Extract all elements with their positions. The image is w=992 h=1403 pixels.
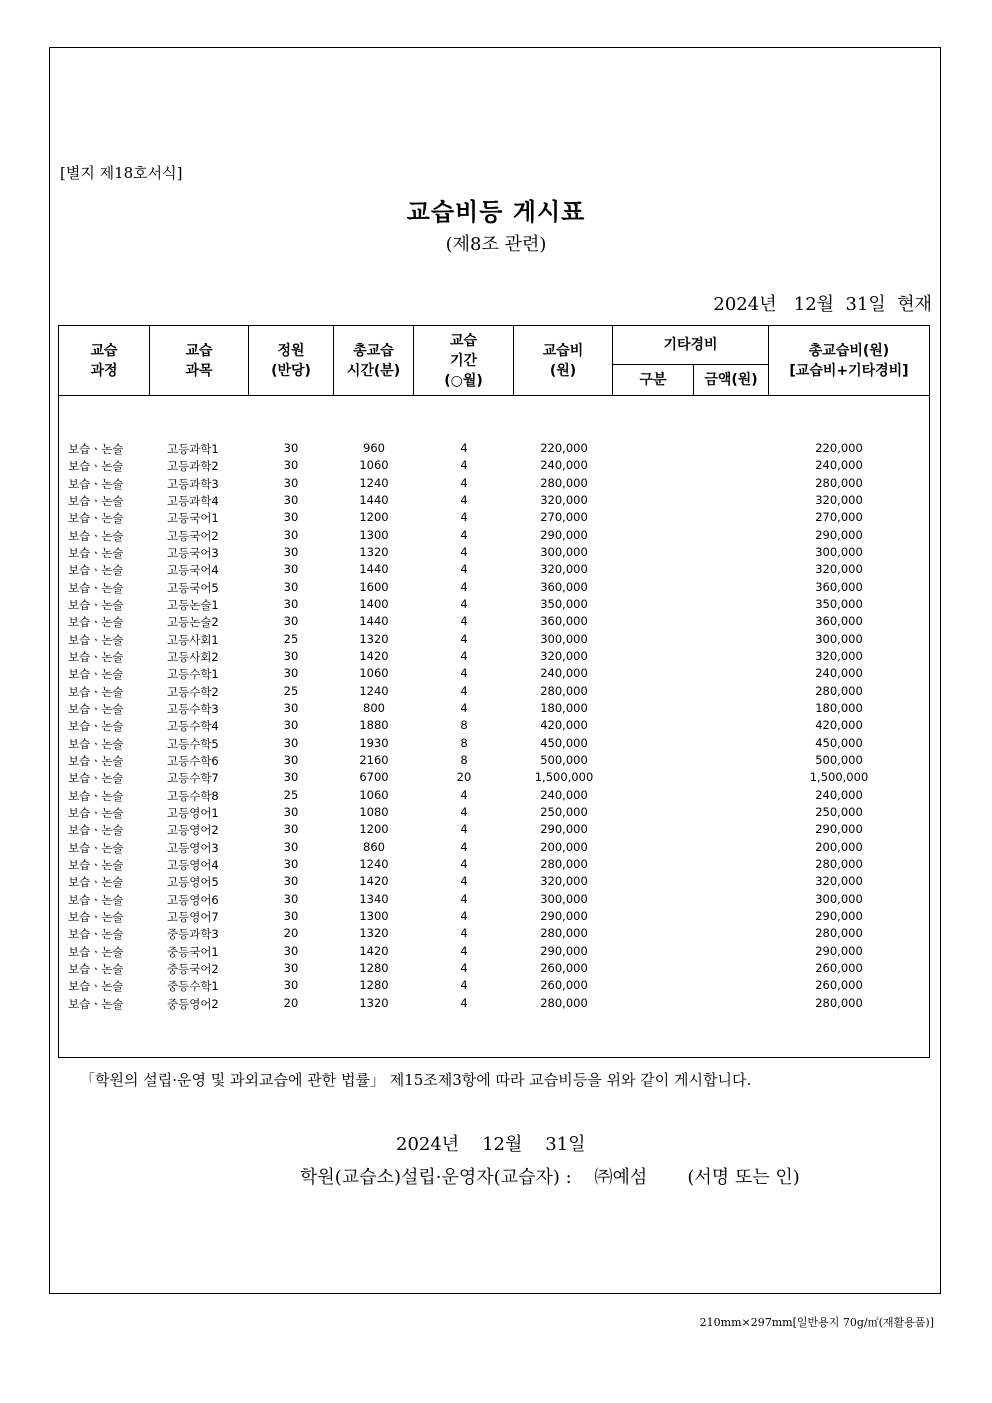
table-cell: 보습ㆍ논술 (68, 736, 124, 751)
table-cell: 1320 (359, 631, 389, 646)
table-cell: 1240 (359, 475, 389, 490)
header-other-type: 구분 (613, 365, 694, 395)
table-cell: 4 (460, 562, 468, 577)
header-course: 교습 과정 (59, 326, 150, 395)
table-cell: 4 (460, 787, 468, 802)
table-cell: 1200 (359, 822, 389, 837)
table-cell: 30 (283, 475, 299, 490)
table-cell: 4 (460, 891, 468, 906)
table-cell: 280,000 (815, 683, 863, 698)
table-cell: 중등국어1 (167, 944, 219, 959)
table-cell: 1440 (359, 614, 389, 629)
table-cell: 300,000 (540, 891, 588, 906)
table-cell: 250,000 (540, 804, 588, 819)
table-cell: 500,000 (540, 752, 588, 767)
table-cell: 4 (460, 943, 468, 958)
table-cell: 30 (283, 822, 299, 837)
table-cell: 고등영어3 (167, 840, 219, 855)
table-cell: 290,000 (540, 943, 588, 958)
table-row (59, 822, 929, 839)
table-cell: 320,000 (540, 648, 588, 663)
table-cell: 4 (460, 822, 468, 837)
table-cell: 보습ㆍ논술 (68, 892, 124, 907)
table-cell: 1420 (359, 943, 389, 958)
table-cell: 30 (283, 718, 299, 733)
table-row (59, 684, 929, 701)
table-row (59, 926, 929, 943)
table-cell: 30 (283, 648, 299, 663)
table-cell: 4 (460, 475, 468, 490)
table-cell: 4 (460, 648, 468, 663)
table-cell: 고등영어5 (167, 875, 219, 890)
signature-date: 2024년 12월 31일 (396, 1134, 586, 1155)
table-cell: 보습ㆍ논술 (68, 961, 124, 976)
table-cell: 280,000 (540, 475, 588, 490)
table-cell: 240,000 (815, 787, 863, 802)
table-cell: 30 (283, 666, 299, 681)
table-cell: 보습ㆍ논술 (68, 459, 124, 474)
table-row (59, 666, 929, 683)
table-cell: 보습ㆍ논술 (68, 823, 124, 838)
table-cell: 240,000 (815, 458, 863, 473)
table-cell: 30 (283, 544, 299, 559)
table-cell: 30 (283, 614, 299, 629)
table-cell: 1340 (359, 891, 389, 906)
table-cell: 320,000 (540, 492, 588, 507)
table-cell: 290,000 (815, 943, 863, 958)
table-cell: 1440 (359, 562, 389, 577)
table-cell: 290,000 (540, 822, 588, 837)
table-cell: 6700 (359, 770, 389, 785)
table-cell: 1400 (359, 596, 389, 611)
table-cell: 25 (283, 631, 299, 646)
table-body (59, 441, 929, 1013)
table-cell: 1060 (359, 787, 389, 802)
table-cell: 30 (283, 510, 299, 525)
table-row (59, 580, 929, 597)
table-cell: 300,000 (815, 631, 863, 646)
table-cell: 500,000 (815, 752, 863, 767)
table-row (59, 562, 929, 579)
table-cell: 1440 (359, 492, 389, 507)
table-cell: 보습ㆍ논술 (68, 840, 124, 855)
table-cell: 30 (283, 960, 299, 975)
table-cell: 30 (283, 458, 299, 473)
table-header (59, 326, 929, 396)
table-cell: 280,000 (815, 995, 863, 1010)
table-row (59, 996, 929, 1013)
table-row (59, 441, 929, 458)
table-cell: 420,000 (540, 718, 588, 733)
table-cell: 250,000 (815, 804, 863, 819)
table-cell: 30 (283, 908, 299, 923)
table-cell: 보습ㆍ논술 (68, 493, 124, 508)
table-row (59, 458, 929, 475)
table-row (59, 614, 929, 631)
table-cell: 중등국어2 (167, 961, 219, 976)
table-row (59, 961, 929, 978)
table-cell: 보습ㆍ논술 (68, 545, 124, 560)
table-cell: 260,000 (540, 960, 588, 975)
table-cell: 보습ㆍ논술 (68, 511, 124, 526)
table-cell: 고등국어4 (167, 563, 219, 578)
header-fee: 교습비 (원) (514, 326, 613, 395)
table-cell: 450,000 (815, 735, 863, 750)
table-cell: 320,000 (540, 562, 588, 577)
table-cell: 4 (460, 839, 468, 854)
table-cell: 290,000 (815, 908, 863, 923)
signer-line: 학원(교습소)설립·운영자(교습자) : ㈜예섬 (서명 또는 인) (300, 1167, 800, 1188)
table-cell: 4 (460, 960, 468, 975)
table-cell: 320,000 (540, 874, 588, 889)
table-cell: 고등사회1 (167, 632, 219, 647)
table-cell: 4 (460, 908, 468, 923)
table-cell: 20 (283, 995, 299, 1010)
table-cell: 30 (283, 943, 299, 958)
table-cell: 260,000 (540, 978, 588, 993)
table-cell: 1420 (359, 874, 389, 889)
table-cell: 1280 (359, 978, 389, 993)
form-number: [별지 제18호서식] (60, 164, 183, 182)
table-cell: 중등수학1 (167, 979, 219, 994)
table-cell: 고등수학3 (167, 701, 219, 716)
table-cell: 4 (460, 631, 468, 646)
table-cell: 고등국어3 (167, 545, 219, 560)
table-cell: 1320 (359, 926, 389, 941)
table-cell: 보습ㆍ논술 (68, 944, 124, 959)
table-cell: 보습ㆍ논술 (68, 597, 124, 612)
table-cell: 300,000 (540, 631, 588, 646)
table-cell: 1600 (359, 579, 389, 594)
table-cell: 240,000 (815, 666, 863, 681)
table-cell: 보습ㆍ논술 (68, 632, 124, 647)
page-title: 교습비등 게시표 (406, 198, 586, 226)
table-row (59, 978, 929, 995)
table-cell: 보습ㆍ논술 (68, 979, 124, 994)
table-cell: 4 (460, 995, 468, 1010)
table-cell: 280,000 (540, 683, 588, 698)
table-cell: 1930 (359, 735, 389, 750)
table-cell: 고등과학3 (167, 476, 219, 491)
table-cell: 보습ㆍ논술 (68, 788, 124, 803)
table-cell: 350,000 (815, 596, 863, 611)
table-cell: 고등영어1 (167, 805, 219, 820)
table-cell: 20 (283, 926, 299, 941)
table-row (59, 528, 929, 545)
table-cell: 4 (460, 978, 468, 993)
paper-spec: 210mm×297mm[일반용지 70g/㎡(재활용품)] (699, 1316, 934, 1329)
table-cell: 4 (460, 510, 468, 525)
table-cell: 보습ㆍ논술 (68, 771, 124, 786)
table-cell: 4 (460, 579, 468, 594)
table-cell: 240,000 (540, 787, 588, 802)
table-cell: 1300 (359, 908, 389, 923)
table-cell: 1,500,000 (809, 770, 869, 785)
page-subtitle: (제8조 관련) (445, 234, 547, 255)
table-cell: 30 (283, 839, 299, 854)
table-row (59, 632, 929, 649)
table-cell: 30 (283, 856, 299, 871)
table-row (59, 701, 929, 718)
table-row (59, 649, 929, 666)
table-cell: 1320 (359, 995, 389, 1010)
table-cell: 고등수학2 (167, 684, 219, 699)
table-cell: 280,000 (815, 926, 863, 941)
table-cell: 보습ㆍ논술 (68, 649, 124, 664)
table-cell: 보습ㆍ논술 (68, 667, 124, 682)
table-row (59, 510, 929, 527)
table-cell: 4 (460, 683, 468, 698)
table-cell: 30 (283, 492, 299, 507)
table-cell: 25 (283, 787, 299, 802)
table-cell: 800 (363, 700, 385, 715)
table-cell: 1,500,000 (534, 770, 594, 785)
table-cell: 30 (283, 700, 299, 715)
table-row (59, 736, 929, 753)
table-cell: 280,000 (540, 856, 588, 871)
table-cell: 고등수학5 (167, 736, 219, 751)
table-cell: 220,000 (540, 441, 588, 455)
table-cell: 860 (363, 839, 385, 854)
table-cell: 30 (283, 770, 299, 785)
table-cell: 4 (460, 856, 468, 871)
table-cell: 20 (456, 770, 472, 785)
table-cell: 보습ㆍ논술 (68, 701, 124, 716)
table-cell: 고등수학1 (167, 667, 219, 682)
header-total-fee: 총교습비(원) [교습비+기타경비] (789, 342, 909, 379)
table-cell: 8 (460, 735, 468, 750)
table-cell: 280,000 (815, 856, 863, 871)
table-cell: 300,000 (815, 544, 863, 559)
table-cell: 260,000 (815, 960, 863, 975)
table-cell: 260,000 (815, 978, 863, 993)
table-cell: 고등사회2 (167, 649, 219, 664)
table-cell: 4 (460, 874, 468, 889)
table-row (59, 805, 929, 822)
table-cell: 보습ㆍ논술 (68, 615, 124, 630)
table-cell: 보습ㆍ논술 (68, 909, 124, 924)
table-cell: 220,000 (815, 441, 863, 455)
table-cell: 고등과학4 (167, 493, 219, 508)
table-cell: 중등과학3 (167, 927, 219, 942)
table-cell: 270,000 (815, 510, 863, 525)
table-cell: 30 (283, 596, 299, 611)
table-row (59, 892, 929, 909)
table-cell: 고등국어1 (167, 511, 219, 526)
table-cell: 4 (460, 441, 468, 455)
table-row (59, 493, 929, 510)
table-cell: 4 (460, 458, 468, 473)
table-cell: 8 (460, 752, 468, 767)
table-cell: 280,000 (815, 475, 863, 490)
table-cell: 보습ㆍ논술 (68, 719, 124, 734)
table-cell: 180,000 (540, 700, 588, 715)
table-cell: 보습ㆍ논술 (68, 528, 124, 543)
table-row (59, 909, 929, 926)
table-cell: 290,000 (540, 908, 588, 923)
header-other-amount: 금액(원) (694, 365, 769, 395)
table-cell: 1060 (359, 666, 389, 681)
table-cell: 360,000 (815, 614, 863, 629)
table-cell: 4 (460, 666, 468, 681)
table-cell: 30 (283, 735, 299, 750)
table-cell: 240,000 (540, 666, 588, 681)
table-cell: 30 (283, 579, 299, 594)
table-cell: 1880 (359, 718, 389, 733)
table-cell: 고등영어7 (167, 909, 219, 924)
table-cell: 고등수학4 (167, 719, 219, 734)
table-cell: 180,000 (815, 700, 863, 715)
table-cell: 290,000 (540, 527, 588, 542)
table-cell: 1060 (359, 458, 389, 473)
header-subject: 교습 과목 (150, 326, 249, 395)
table-cell: 보습ㆍ논술 (68, 476, 124, 491)
table-cell: 1300 (359, 527, 389, 542)
header-period: 교습 기간 (○월) (414, 326, 514, 395)
table-cell: 320,000 (815, 874, 863, 889)
table-cell: 4 (460, 614, 468, 629)
table-cell: 4 (460, 700, 468, 715)
header-capacity: 정원 (반당) (249, 326, 334, 395)
table-cell: 30 (283, 874, 299, 889)
table-row (59, 944, 929, 961)
table-cell: 350,000 (540, 596, 588, 611)
table-cell: 1240 (359, 683, 389, 698)
table-cell: 고등영어6 (167, 892, 219, 907)
table-row (59, 545, 929, 562)
table-cell: 320,000 (815, 648, 863, 663)
table-cell: 280,000 (540, 995, 588, 1010)
table-cell: 300,000 (540, 544, 588, 559)
table-row (59, 840, 929, 857)
table-cell: 360,000 (815, 579, 863, 594)
table-row (59, 857, 929, 874)
table-cell: 30 (283, 891, 299, 906)
table-cell: 25 (283, 683, 299, 698)
table-cell: 보습ㆍ논술 (68, 442, 124, 456)
table-cell: 고등수학8 (167, 788, 219, 803)
table-cell: 고등과학2 (167, 459, 219, 474)
table-cell: 보습ㆍ논술 (68, 996, 124, 1011)
table-cell: 30 (283, 804, 299, 819)
table-cell: 보습ㆍ논술 (68, 857, 124, 872)
table-cell: 보습ㆍ논술 (68, 684, 124, 699)
table-cell: 280,000 (540, 926, 588, 941)
table-row (59, 476, 929, 493)
table-cell: 30 (283, 562, 299, 577)
table-cell: 30 (283, 978, 299, 993)
table-cell: 200,000 (540, 839, 588, 854)
table-cell: 고등논술1 (167, 597, 219, 612)
legal-notice: 「학원의 설립·운영 및 과외교습에 관한 법률」 제15조제3항에 따라 교습비등을 위와 같이 게시합니다. (80, 1071, 752, 1089)
table-cell: 4 (460, 544, 468, 559)
header-other-expenses: 기타경비 (613, 326, 769, 365)
table-cell: 1280 (359, 960, 389, 975)
table-cell: 270,000 (540, 510, 588, 525)
table-cell: 보습ㆍ논술 (68, 753, 124, 768)
table-cell: 4 (460, 492, 468, 507)
table-cell: 240,000 (540, 458, 588, 473)
table-cell: 고등국어2 (167, 528, 219, 543)
table-row (59, 718, 929, 735)
table-row (59, 753, 929, 770)
table-row (59, 874, 929, 891)
table-cell: 200,000 (815, 839, 863, 854)
table-cell: 320,000 (815, 492, 863, 507)
table-cell: 보습ㆍ논술 (68, 805, 124, 820)
table-cell: 4 (460, 926, 468, 941)
header-total-hours: 총교습 시간(분) (334, 326, 414, 395)
table-cell: 450,000 (540, 735, 588, 750)
table-cell: 보습ㆍ논술 (68, 580, 124, 595)
table-cell: 보습ㆍ논술 (68, 563, 124, 578)
table-cell: 300,000 (815, 891, 863, 906)
table-cell: 420,000 (815, 718, 863, 733)
table-cell: 중등영어2 (167, 996, 219, 1011)
table-cell: 4 (460, 596, 468, 611)
table-row (59, 597, 929, 614)
table-cell: 4 (460, 527, 468, 542)
table-cell: 1200 (359, 510, 389, 525)
fee-table (58, 325, 930, 1058)
table-cell: 4 (460, 804, 468, 819)
table-cell: 고등논술2 (167, 615, 219, 630)
table-cell: 고등영어2 (167, 823, 219, 838)
table-cell: 고등수학6 (167, 753, 219, 768)
table-cell: 290,000 (815, 527, 863, 542)
table-cell: 1420 (359, 648, 389, 663)
table-cell: 1320 (359, 544, 389, 559)
table-cell: 8 (460, 718, 468, 733)
as-of-date: 2024년 12월 31일 현재 (713, 294, 932, 315)
table-cell: 고등국어5 (167, 580, 219, 595)
table-row (59, 770, 929, 787)
table-cell: 30 (283, 441, 299, 455)
table-cell: 30 (283, 527, 299, 542)
table-cell: 2160 (359, 752, 389, 767)
table-cell: 320,000 (815, 562, 863, 577)
table-cell: 290,000 (815, 822, 863, 837)
table-cell: 30 (283, 752, 299, 767)
table-cell: 960 (363, 441, 385, 455)
table-cell: 고등과학1 (167, 442, 219, 456)
table-cell: 고등수학7 (167, 771, 219, 786)
table-cell: 1240 (359, 856, 389, 871)
table-row (59, 788, 929, 805)
table-cell: 보습ㆍ논술 (68, 927, 124, 942)
table-cell: 1080 (359, 804, 389, 819)
table-cell: 360,000 (540, 614, 588, 629)
table-cell: 보습ㆍ논술 (68, 875, 124, 890)
table-cell: 고등영어4 (167, 857, 219, 872)
table-cell: 360,000 (540, 579, 588, 594)
